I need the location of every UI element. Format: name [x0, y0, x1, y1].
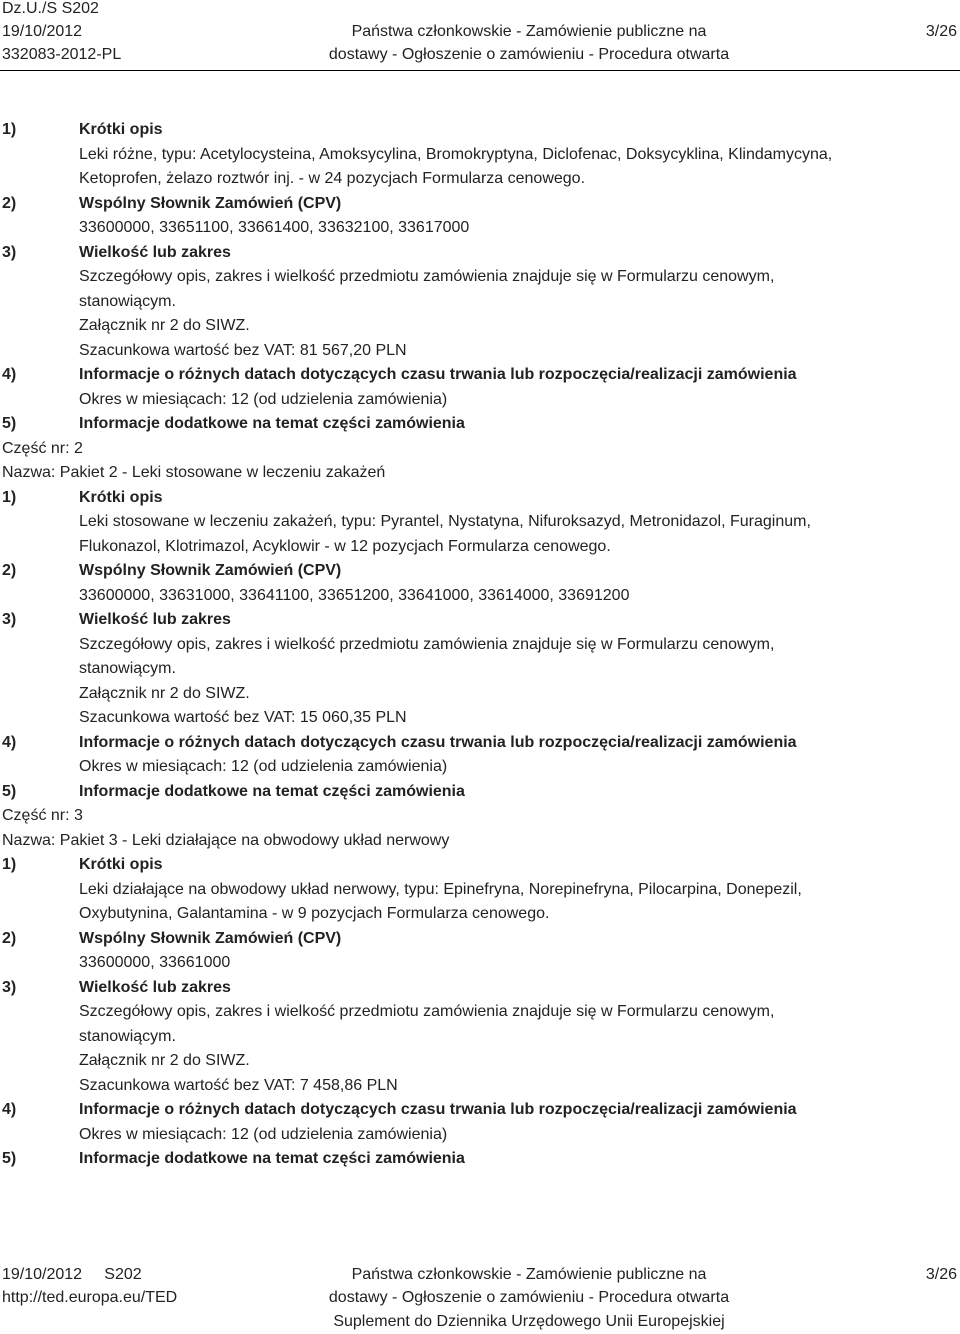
header-date: 19/10/2012 — [2, 23, 83, 40]
part-name: Nazwa: Pakiet 2 - Leki stosowane w leczeniu zakażeń — [2, 464, 386, 481]
item-title: Wielkość lub zakres — [79, 243, 231, 261]
item-title: Informacje dodatkowe na temat części zamówienia — [79, 782, 465, 800]
item-title: Informacje o różnych datach dotyczących czasu trwania lub rozpoczęcia/realizacji zamówienia — [79, 733, 797, 751]
item-text: Załącznik nr 2 do SIWZ. — [79, 1052, 250, 1069]
item-number: 3) — [2, 243, 17, 261]
duration: Okres w miesiącach: 12 (od udzielenia zamówienia) — [79, 758, 448, 775]
item-number: 5) — [2, 782, 17, 800]
item-number: 4) — [2, 733, 17, 751]
item-number: 2) — [2, 929, 17, 947]
item-text: Ketoprofen, żelazo roztwór inj. - w 24 pozycjach Formularza cenowego. — [79, 170, 586, 187]
scope-3 — [0, 976, 960, 1099]
additional-info-2 — [0, 780, 960, 805]
item-text: Załącznik nr 2 do SIWZ. — [79, 684, 250, 702]
cpv-2 — [0, 559, 960, 608]
footer-date-issue: 19/10/2012 S202 — [2, 1266, 142, 1283]
item-text: stanowiącym. — [79, 1027, 176, 1045]
part-number: Część nr: 3 — [2, 807, 83, 824]
footer-page-number: 3/26 — [925, 1266, 957, 1283]
journal-ref: Dz.U./S S202 — [2, 0, 99, 17]
header-page-number: 3/26 — [925, 23, 957, 40]
page-footer — [0, 1262, 960, 1334]
item-text: Szczegółowy opis, zakres i wielkość przedmiotu zamówienia znajduje się w Formularzu cenowym, — [79, 1003, 775, 1020]
scope-2 — [0, 608, 960, 731]
estimated-value: Szacunkowa wartość bez VAT: 81 567,20 PLN — [79, 341, 407, 359]
item-text: stanowiącym. — [79, 292, 176, 310]
footer-title-line2: dostawy - Ogłoszenie o zamówieniu - Procedura otwarta — [328, 1289, 730, 1306]
item-number: 1) — [2, 121, 17, 138]
cpv-codes: 33600000, 33661000 — [79, 954, 231, 971]
estimated-value: Szacunkowa wartość bez VAT: 7 458,86 PLN — [79, 1076, 398, 1094]
notice-number: 332083-2012-PL — [2, 46, 122, 63]
additional-info-3 — [0, 1147, 960, 1172]
item-text: Oxybutynina, Galantamina - w 9 pozycjach Formularza cenowego. — [79, 905, 550, 922]
item-number: 4) — [2, 1101, 17, 1118]
scope-1 — [0, 241, 960, 364]
dates-1 — [0, 363, 960, 412]
part-number: Część nr: 2 — [2, 439, 83, 457]
cpv-codes: 33600000, 33631000, 33641100, 33651200, 33641000, 33614000, 33691200 — [79, 586, 630, 604]
part-name: Nazwa: Pakiet 3 - Leki działające na obwodowy układ nerwowy — [2, 831, 450, 849]
item-text: Flukonazol, Klotrimazol, Acyklowir - w 12 pozycjach Formularza cenowego. — [79, 537, 611, 555]
item-number: 2) — [2, 194, 17, 212]
item-title: Krótki opis — [79, 488, 163, 506]
item-title: Wspólny Słownik Zamówień (CPV) — [79, 562, 342, 579]
item-title: Krótki opis — [79, 121, 163, 138]
item-text: Leki różne, typu: Acetylocysteina, Amoksycylina, Bromokryptyna, Diclofenac, Doksycyklina, Klindamycyna, — [79, 145, 833, 163]
document-body — [0, 118, 960, 1172]
item-title: Informacje dodatkowe na temat części zamówienia — [79, 415, 465, 432]
item-title: Wielkość lub zakres — [79, 978, 231, 996]
short-description-3 — [0, 853, 960, 927]
item-title: Informacje dodatkowe na temat części zamówienia — [79, 1150, 465, 1167]
cpv-codes: 33600000, 33651100, 33661400, 33632100, 33617000 — [79, 219, 470, 236]
item-text: Leki działające na obwodowy układ nerwowy, typu: Epinefryna, Norepinefryna, Pilocarpina, Donepezil, — [79, 880, 802, 898]
item-text: Szczegółowy opis, zakres i wielkość przedmiotu zamówienia znajduje się w Formularzu cenowym, — [79, 635, 775, 653]
item-number: 1) — [2, 856, 17, 873]
additional-info-1 — [0, 412, 960, 437]
cpv-1 — [0, 192, 960, 241]
item-title: Krótki opis — [79, 856, 163, 873]
page-header — [0, 0, 960, 71]
footer-title-line3: Suplement do Dziennika Urzędowego Unii Europejskiej — [333, 1313, 725, 1330]
header-title-line2: dostawy - Ogłoszenie o zamówieniu - Procedura otwarta — [328, 46, 730, 63]
item-text: Załącznik nr 2 do SIWZ. — [79, 317, 250, 334]
item-number: 3) — [2, 978, 17, 996]
item-number: 3) — [2, 611, 17, 628]
duration: Okres w miesiącach: 12 (od udzielenia zamówienia) — [79, 390, 448, 408]
dates-3 — [0, 1098, 960, 1147]
item-text: Leki stosowane w leczeniu zakażeń, typu: Pyrantel, Nystatyna, Nifuroksazyd, Metronidazol, Furaginum, — [79, 513, 811, 530]
item-text: Szczegółowy opis, zakres i wielkość przedmiotu zamówienia znajduje się w Formularzu cenowym, — [79, 268, 775, 285]
estimated-value: Szacunkowa wartość bez VAT: 15 060,35 PLN — [79, 709, 407, 726]
footer-url-link[interactable]: http://ted.europa.eu/TED — [2, 1289, 178, 1306]
short-description-2 — [0, 486, 960, 560]
item-number: 5) — [2, 415, 17, 432]
cpv-3 — [0, 927, 960, 976]
duration: Okres w miesiącach: 12 (od udzielenia zamówienia) — [79, 1125, 448, 1143]
item-number: 2) — [2, 562, 17, 579]
item-title: Wspólny Słownik Zamówień (CPV) — [79, 929, 342, 947]
footer-title-line1: Państwa członkowskie - Zamówienie publiczne na — [351, 1266, 707, 1283]
item-title: Wspólny Słownik Zamówień (CPV) — [79, 194, 342, 212]
header-title-line1: Państwa członkowskie - Zamówienie publiczne na — [351, 23, 707, 40]
item-number: 5) — [2, 1150, 17, 1167]
item-text: stanowiącym. — [79, 660, 176, 677]
dates-2 — [0, 731, 960, 780]
item-title: Informacje o różnych datach dotyczących czasu trwania lub rozpoczęcia/realizacji zamówienia — [79, 1101, 797, 1118]
item-number: 1) — [2, 488, 17, 506]
short-description-1 — [0, 118, 960, 192]
item-title: Informacje o różnych datach dotyczących czasu trwania lub rozpoczęcia/realizacji zamówienia — [79, 366, 797, 383]
item-title: Wielkość lub zakres — [79, 611, 231, 628]
item-number: 4) — [2, 366, 17, 383]
